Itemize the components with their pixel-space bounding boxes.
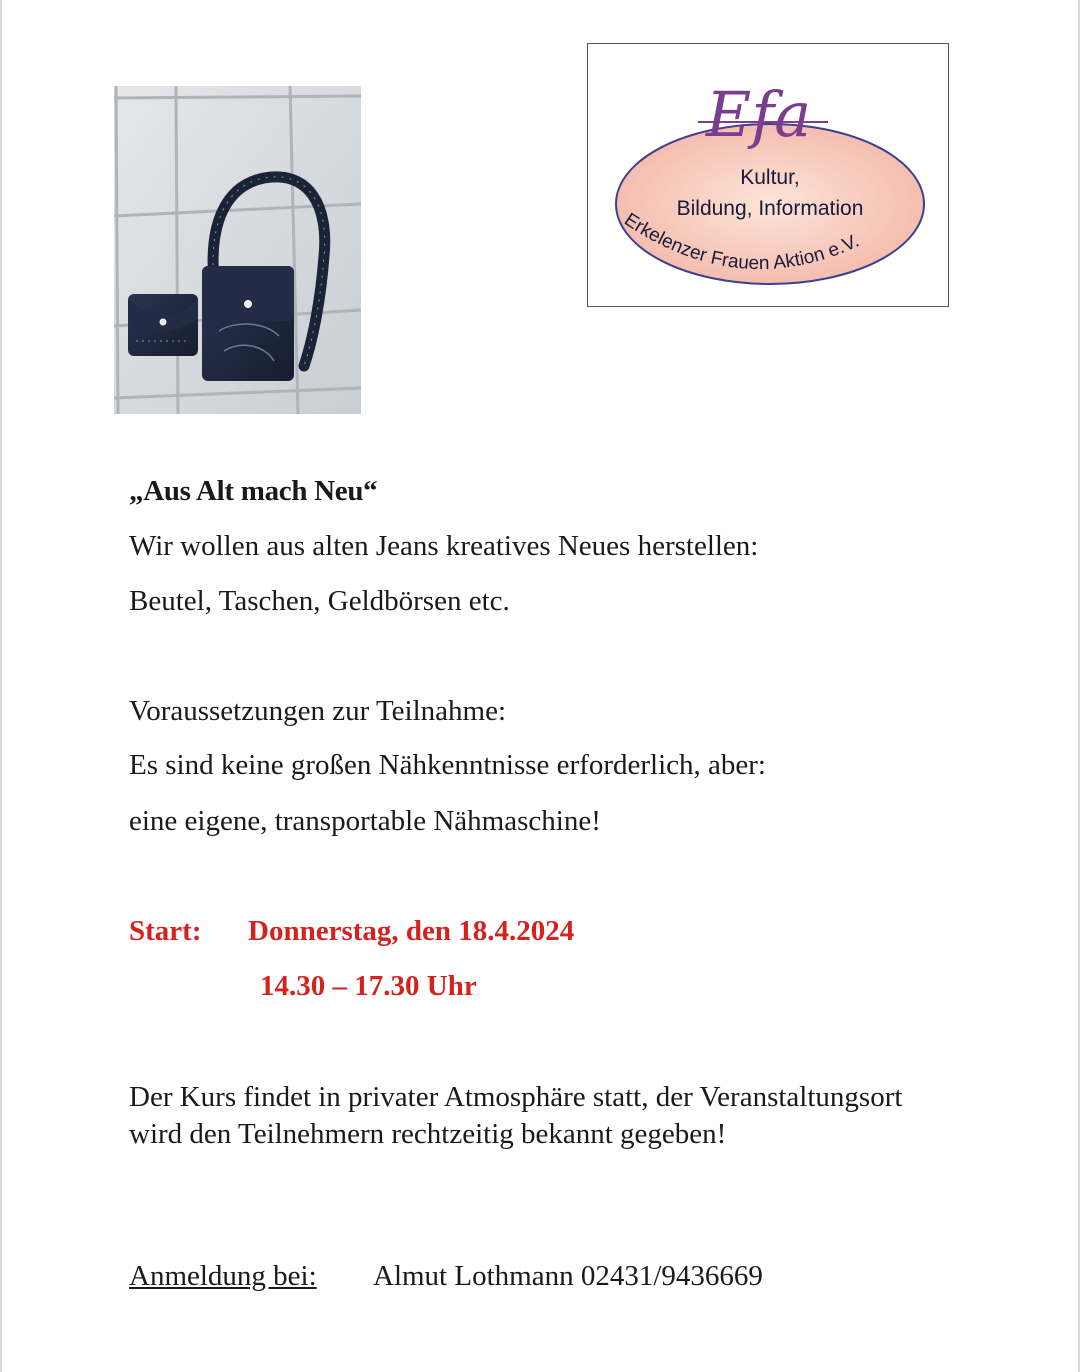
location-paragraph: Der Kurs findet in privater Atmosphäre statt, der Veranstaltungsort wird den Teilnehmern rechtzeitig bekannt gegeben! bbox=[129, 1081, 903, 1150]
requirements-line-1: Es sind keine großen Nähkenntnisse erforderlich, aber: bbox=[129, 749, 766, 781]
start-date: Donnerstag, den 18.4.2024 bbox=[248, 915, 575, 947]
requirements-line-2: eine eigene, transportable Nähmaschine! bbox=[129, 805, 601, 837]
start-label: Start: bbox=[129, 915, 202, 947]
logo-arc-text: Erkelenzer Frauen Aktion e.V. bbox=[620, 209, 863, 275]
intro-line-1: Wir wollen aus alten Jeans kreatives Neues herstellen: bbox=[129, 530, 759, 562]
denim-bags-icon bbox=[114, 86, 361, 414]
efa-logo bbox=[587, 43, 949, 307]
signup-label: Anmeldung bei: bbox=[129, 1260, 317, 1292]
efa-logo-graphic bbox=[588, 44, 948, 306]
logo-brand: Efa bbox=[706, 78, 812, 151]
requirements-heading: Voraussetzungen zur Teilnahme: bbox=[129, 695, 507, 727]
logo-line2: Bildung, Information bbox=[676, 197, 864, 220]
page-title: „Aus Alt mach Neu“ bbox=[129, 475, 378, 507]
logo-line1: Kultur, bbox=[740, 166, 800, 189]
denim-bags-photo bbox=[114, 86, 361, 414]
intro-line-2: Beutel, Taschen, Geldbörsen etc. bbox=[129, 585, 510, 617]
signup-contact: Almut Lothmann 02431/9436669 bbox=[373, 1260, 763, 1292]
page-edge-left bbox=[0, 0, 2, 1372]
start-time: 14.30 – 17.30 Uhr bbox=[260, 970, 477, 1002]
